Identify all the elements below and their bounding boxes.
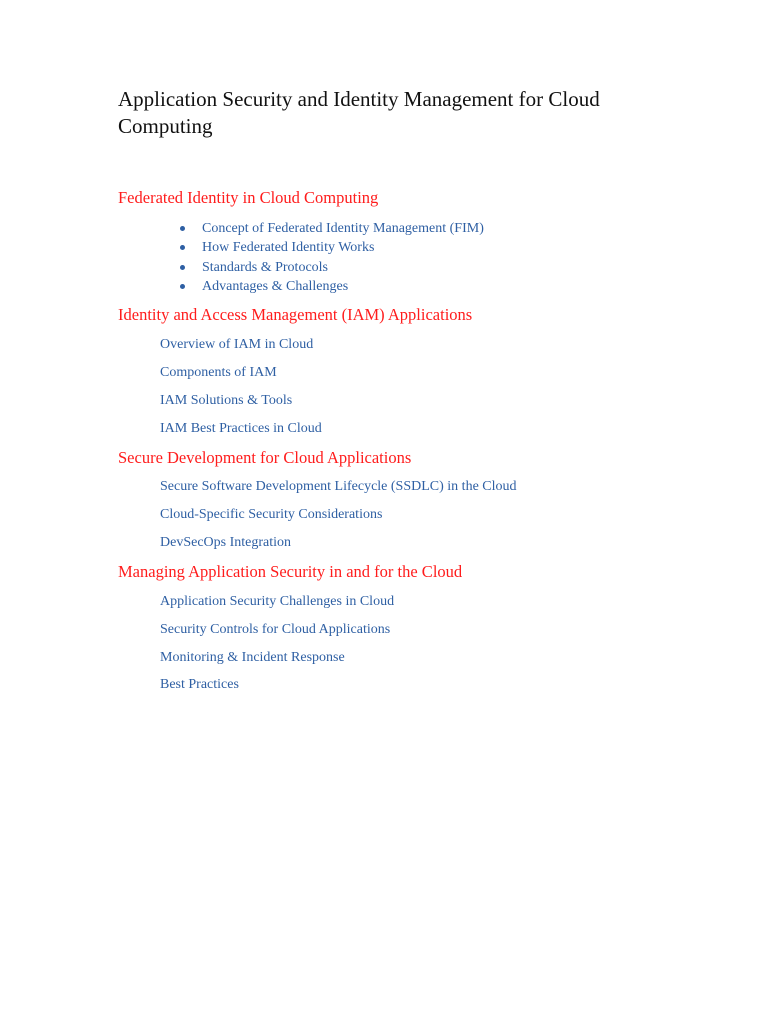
list-item: Cloud-Specific Security Considerations: [160, 507, 383, 522]
list-item: IAM Solutions & Tools: [160, 393, 293, 408]
list-item: [180, 219, 484, 238]
list-item: Overview of IAM in Cloud: [160, 337, 314, 352]
section-heading-secure-development: Secure Development for Cloud Applications: [118, 448, 412, 467]
section-heading-managing-app-security: Managing Application Security in and for the Cloud: [118, 562, 463, 581]
list-item: Secure Software Development Lifecycle (SSDLC) in the Cloud: [160, 479, 517, 494]
section-heading-iam-applications: Identity and Access Management (IAM) Applications: [118, 305, 473, 324]
list-item: [180, 277, 484, 296]
list-item: [180, 238, 484, 257]
list-item: DevSecOps Integration: [160, 535, 292, 550]
list-item: Application Security Challenges in Cloud: [160, 594, 395, 609]
list-item: IAM Best Practices in Cloud: [160, 421, 322, 436]
list-item-label: Standards & Protocols: [202, 259, 328, 275]
federated-identity-list: [180, 219, 484, 296]
list-item: Monitoring & Incident Response: [160, 650, 345, 665]
list-item: [180, 258, 484, 277]
bullet-icon: [180, 226, 185, 231]
bullet-icon: [180, 284, 185, 289]
list-item: Security Controls for Cloud Applications: [160, 622, 391, 637]
section-heading-federated-identity: Federated Identity in Cloud Computing: [118, 188, 379, 207]
bullet-icon: [180, 245, 185, 250]
list-item-label: Advantages & Challenges: [202, 278, 349, 294]
list-item: Best Practices: [160, 677, 239, 692]
list-item-label: How Federated Identity Works: [202, 240, 375, 256]
document-title: Application Security and Identity Management for Cloud Computing: [118, 87, 600, 138]
list-item: Components of IAM: [160, 365, 277, 380]
bullet-icon: [180, 265, 185, 270]
list-item-label: Concept of Federated Identity Management (FIM): [202, 221, 484, 236]
